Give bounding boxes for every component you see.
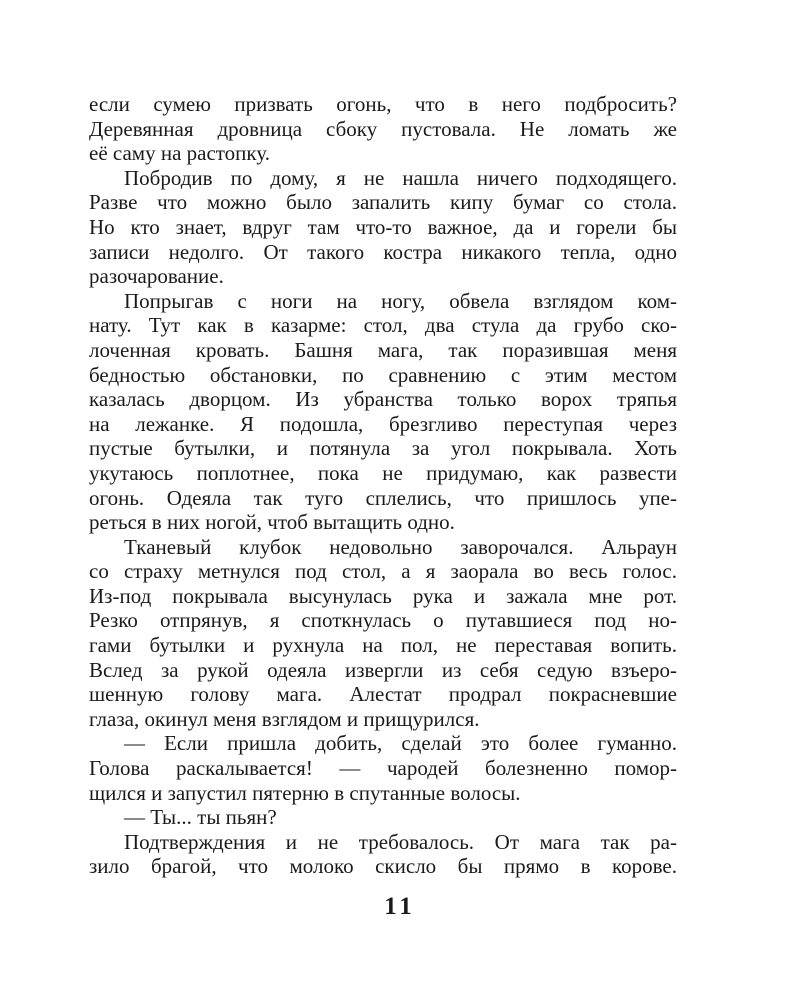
text-line: укутаюсь поплотнее, пока не придумаю, как развести [89,460,677,485]
text-line: шенную голову мага. Алестат продрал покрасневшие [89,682,677,707]
paragraph [89,92,677,166]
text-line: Голова раскалывается! — чародей болезненно помор- [89,756,677,781]
text-line: на лежанке. Я подошла, брезгливо переступая через [89,411,677,436]
text-line: записи недолго. От такого костра никакого тепла, одно [89,239,677,264]
text-line: Разве что можно было запалить кипу бумаг со стола. [89,190,677,215]
text-line: Подтверждения и не требовалось. От мага так ра- [124,829,677,854]
text-line: лоченная кровать. Башня мага, так поразившая меня [89,337,677,362]
paragraph [89,830,677,879]
text-line: Но кто знает, вдруг там что-то важное, да и горели бы [89,214,677,239]
text-line: — Ты... ты пьян? [124,805,277,830]
paragraph [89,166,677,289]
text-line: со страху метнулся под стол, а я заорала во весь голос. [89,559,677,584]
text-line: — Если пришла добить, сделай это более гуманно. [124,731,677,756]
paragraph [89,731,677,805]
text-line: Попрыгав с ноги на ногу, обвела взглядом ком- [124,288,677,313]
page-number: 11 [384,893,416,920]
paragraph [89,805,677,830]
text-line: её саму на растопку. [89,141,270,166]
text-line: разочарование. [89,264,224,289]
text-line: бедностью обстановки, по сравнению с этим местом [89,362,677,387]
text-line: реться в них ногой, чтоб вытащить одно. [89,510,455,535]
text-line: щился и запустил пятерню в спутанные волосы. [89,780,521,805]
paragraph [89,535,677,732]
text-line: казалась дворцом. Из убранства только ворох тряпья [89,387,677,412]
text-line: Деревянная дровница сбоку пустовала. Не ломать же [89,116,677,141]
text-line: зило брагой, что молоко скисло бы прямо в корове. [89,854,677,879]
text-line: Тканевый клубок недовольно заворочался. Альраун [124,534,677,559]
text-line: гами бутылки и рухнула на пол, не переставая вопить. [89,633,677,658]
text-line: глаза, окинул меня взглядом и прищурился. [89,706,480,731]
text-line: Вслед за рукой одеяла извергли из себя седую взъеро- [89,657,677,682]
text-line: Из-под покрывала высунулась рука и зажала мне рот. [89,583,677,608]
text-line: огонь. Одеяла так туго сплелись, что пришлось упе- [89,485,677,510]
text-line: Побродив по дому, я не нашла ничего подходящего. [124,165,677,190]
paragraph [89,289,677,535]
text-line: пустые бутылки, и потянула за угол покрывала. Хоть [89,436,677,461]
text-line: нату. Тут как в казарме: стол, два стула да грубо ско- [89,313,677,338]
text-line: Резко отпрянув, я споткнулась о путавшиеся под но- [89,608,677,633]
page-body [89,92,677,879]
text-line: если сумею призвать огонь, что в него подбросить? [89,92,677,116]
